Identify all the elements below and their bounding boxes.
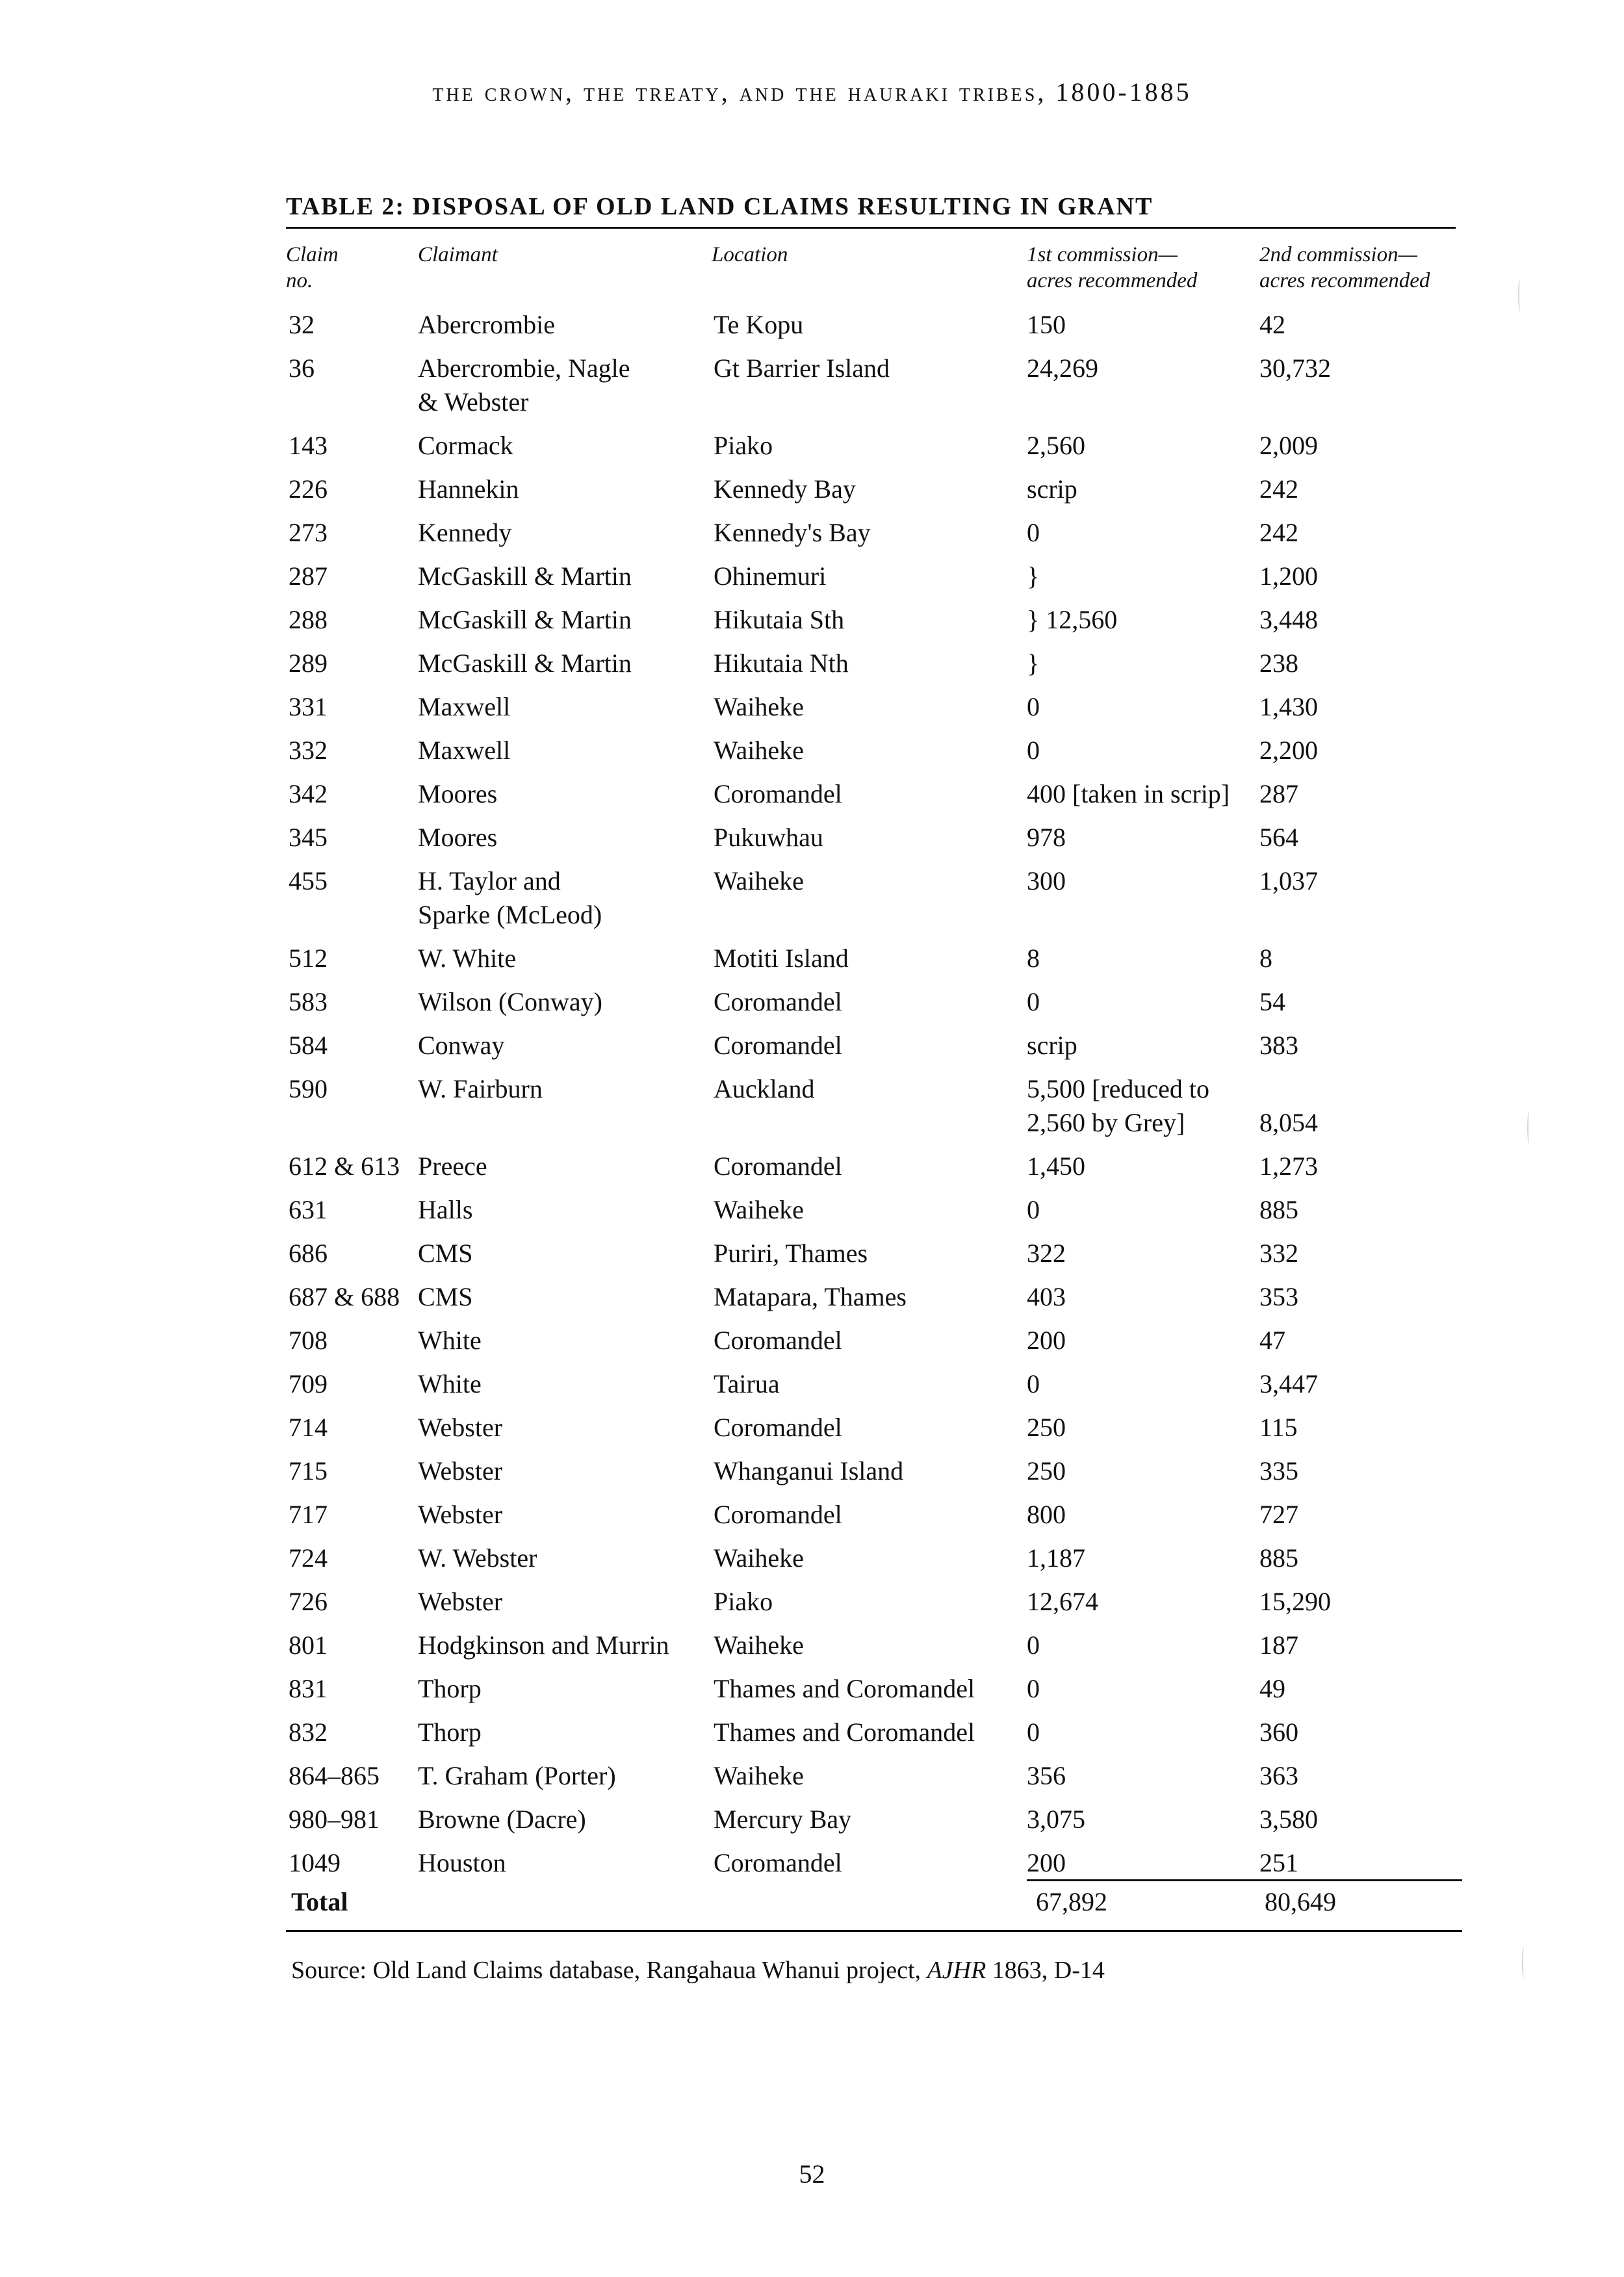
cell-second-commission: 115 [1259, 1413, 1298, 1442]
cell-claim-no: 289 [289, 649, 328, 678]
cell-claim-no: 724 [289, 1543, 328, 1573]
cell-location: Waiheke [714, 736, 804, 765]
cell-second-commission: 30,732 [1259, 354, 1331, 383]
cell-first-commission: 300 [1027, 866, 1066, 895]
source-journal: AJHR [927, 1957, 986, 1984]
source-text: Source: Old Land Claims database, Rangahaua Whanui project, [291, 1957, 927, 1984]
cell-second-commission: 54 [1259, 987, 1285, 1016]
cell-claim-no: 980–981 [289, 1805, 380, 1834]
cell-first-commission: 200 [1027, 1326, 1066, 1355]
running-head: the crown, the treaty, and the hauraki tribes, 1800-1885 [432, 77, 1192, 107]
cell-claimant: Webster [418, 1456, 503, 1486]
cell-location: Thames and Coromandel [714, 1717, 975, 1747]
cell-claim-no: 717 [289, 1500, 328, 1529]
cell-claim-no: 36 [289, 354, 315, 383]
cell-second-commission: 242 [1259, 518, 1298, 547]
page-number: 52 [799, 2159, 825, 2189]
cell-claim-no: 273 [289, 518, 328, 547]
cell-second-commission: 3,580 [1259, 1805, 1318, 1834]
cell-location: Coromandel [714, 1500, 842, 1529]
cell-second-commission: 8 [1259, 944, 1272, 973]
cell-first-commission: 3,075 [1027, 1805, 1085, 1834]
cell-claimant: Webster [418, 1413, 503, 1442]
cell-location: Kennedy Bay [714, 474, 856, 504]
cell-claim-no: 631 [289, 1195, 328, 1224]
cell-claim-no: 32 [289, 310, 315, 339]
cell-second-commission: 885 [1259, 1543, 1298, 1573]
cell-second-commission: 1,037 [1259, 866, 1318, 895]
cell-claim-no: 864–865 [289, 1761, 380, 1790]
cell-claimant: W. Fairburn [418, 1074, 543, 1103]
cell-claim-no: 287 [289, 561, 328, 591]
cell-claimant: W. Webster [418, 1543, 537, 1573]
cell-second-commission: 1,273 [1259, 1151, 1318, 1181]
cell-claimant: Hannekin [418, 474, 519, 504]
cell-location: Coromandel [714, 1151, 842, 1181]
cell-first-commission: scrip [1027, 474, 1077, 504]
cell-second-commission: 360 [1259, 1717, 1298, 1747]
header-first-commission-line: acres recommended [1027, 269, 1198, 292]
cell-first-commission: 322 [1027, 1239, 1066, 1268]
cell-first-commission: 0 [1027, 1674, 1040, 1703]
source-note [291, 1956, 1105, 1985]
cell-first-commission: 800 [1027, 1500, 1066, 1529]
total-first-commission: 67,892 [1036, 1887, 1107, 1916]
cell-claim-no: 455 [289, 866, 328, 895]
cell-location: Auckland [714, 1074, 815, 1103]
cell-second-commission: 1,430 [1259, 692, 1318, 721]
cell-location: Coromandel [714, 1326, 842, 1355]
header-first-commission-line: 1st commission— [1027, 243, 1178, 266]
cell-claimant: & Webster [418, 387, 529, 417]
total-rule [1027, 1879, 1462, 1881]
cell-claimant: Thorp [418, 1717, 482, 1747]
cell-first-commission: 403 [1027, 1282, 1066, 1311]
cell-second-commission: 3,447 [1259, 1369, 1318, 1398]
cell-claimant: Moores [418, 779, 498, 808]
cell-location: Motiti Island [714, 944, 849, 973]
cell-claim-no: 714 [289, 1413, 328, 1442]
cell-claimant: Halls [418, 1195, 473, 1224]
cell-location: Waiheke [714, 1761, 804, 1790]
cell-claim-no: 686 [289, 1239, 328, 1268]
cell-second-commission: 2,200 [1259, 736, 1318, 765]
cell-claim-no: 612 & 613 [289, 1151, 400, 1181]
cell-location: Gt Barrier Island [714, 354, 890, 383]
cell-first-commission: 0 [1027, 1195, 1040, 1224]
cell-claim-no: 226 [289, 474, 328, 504]
cell-location: Coromandel [714, 1848, 842, 1877]
cell-location: Mercury Bay [714, 1805, 852, 1834]
cell-claim-no: 583 [289, 987, 328, 1016]
cell-first-commission: 2,560 by Grey] [1027, 1108, 1185, 1137]
cell-claim-no: 590 [289, 1074, 328, 1103]
cell-location: Coromandel [714, 987, 842, 1016]
cell-first-commission: 0 [1027, 518, 1040, 547]
scan-mark [1522, 1946, 1526, 1979]
header-claim-no-line: Claim [286, 243, 339, 266]
cell-claimant: White [418, 1326, 482, 1355]
cell-location: Coromandel [714, 779, 842, 808]
cell-claim-no: 687 & 688 [289, 1282, 400, 1311]
cell-second-commission: 287 [1259, 779, 1298, 808]
cell-claimant: McGaskill & Martin [418, 561, 632, 591]
cell-first-commission: 0 [1027, 736, 1040, 765]
cell-claimant: Houston [418, 1848, 506, 1877]
cell-first-commission: 978 [1027, 823, 1066, 852]
cell-location: Matapara, Thames [714, 1282, 907, 1311]
cell-second-commission: 383 [1259, 1031, 1298, 1060]
cell-claim-no: 801 [289, 1630, 328, 1660]
cell-location: Hikutaia Sth [714, 605, 845, 634]
cell-second-commission: 564 [1259, 823, 1298, 852]
total-label: Total [291, 1887, 348, 1916]
cell-claim-no: 709 [289, 1369, 328, 1398]
cell-first-commission: 24,269 [1027, 354, 1098, 383]
cell-first-commission: scrip [1027, 1031, 1077, 1060]
cell-second-commission: 49 [1259, 1674, 1285, 1703]
cell-claimant: McGaskill & Martin [418, 605, 632, 634]
cell-claimant: CMS [418, 1282, 473, 1311]
cell-claimant: Preece [418, 1151, 487, 1181]
header-location [712, 242, 788, 268]
cell-first-commission: 200 [1027, 1848, 1066, 1877]
scan-mark [1527, 1111, 1531, 1144]
cell-location: Hikutaia Nth [714, 649, 849, 678]
cell-claimant: Wilson (Conway) [418, 987, 602, 1016]
cell-claimant: T. Graham (Porter) [418, 1761, 616, 1790]
cell-claimant: Abercrombie, Nagle [418, 354, 630, 383]
cell-claim-no: 143 [289, 431, 328, 460]
cell-claimant: H. Taylor and [418, 866, 561, 895]
cell-claim-no: 332 [289, 736, 328, 765]
cell-first-commission: 400 [taken in scrip] [1027, 779, 1230, 808]
cell-first-commission: 0 [1027, 1369, 1040, 1398]
cell-location: Ohinemuri [714, 561, 827, 591]
cell-first-commission: 250 [1027, 1413, 1066, 1442]
cell-claimant: Hodgkinson and Murrin [418, 1630, 669, 1660]
cell-claim-no: 584 [289, 1031, 328, 1060]
cell-claimant: Moores [418, 823, 498, 852]
cell-second-commission: 42 [1259, 310, 1285, 339]
cell-first-commission: } [1027, 561, 1040, 591]
cell-claim-no: 831 [289, 1674, 328, 1703]
cell-first-commission: 5,500 [reduced to [1027, 1074, 1210, 1103]
cell-location: Piako [714, 1587, 773, 1616]
cell-claimant: Browne (Dacre) [418, 1805, 586, 1834]
cell-first-commission: 0 [1027, 692, 1040, 721]
header-claim-no-line: no. [286, 269, 313, 292]
total-second-commission: 80,649 [1265, 1887, 1336, 1916]
cell-location: Thames and Coromandel [714, 1674, 975, 1703]
header-second-commission [1259, 242, 1430, 294]
cell-claimant: Abercrombie [418, 310, 556, 339]
cell-location: Kennedy's Bay [714, 518, 871, 547]
header-second-commission-line: acres recommended [1259, 269, 1430, 292]
cell-claim-no: 331 [289, 692, 328, 721]
cell-second-commission: 2,009 [1259, 431, 1318, 460]
cell-location: Waiheke [714, 1543, 804, 1573]
cell-claimant: CMS [418, 1239, 473, 1268]
cell-claim-no: 288 [289, 605, 328, 634]
cell-claimant: Kennedy [418, 518, 512, 547]
cell-claim-no: 832 [289, 1717, 328, 1747]
cell-claimant: Conway [418, 1031, 505, 1060]
cell-claim-no: 1049 [289, 1848, 341, 1877]
cell-second-commission: 885 [1259, 1195, 1298, 1224]
cell-first-commission: } [1027, 649, 1040, 678]
cell-claimant: Maxwell [418, 692, 511, 721]
cell-second-commission: 332 [1259, 1239, 1298, 1268]
cell-claim-no: 726 [289, 1587, 328, 1616]
cell-claim-no: 715 [289, 1456, 328, 1486]
cell-second-commission: 727 [1259, 1500, 1298, 1529]
cell-first-commission: 12,674 [1027, 1587, 1098, 1616]
cell-claimant: McGaskill & Martin [418, 649, 632, 678]
cell-claim-no: 345 [289, 823, 328, 852]
table-caption: TABLE 2: DISPOSAL OF OLD LAND CLAIMS RESULTING IN GRANT [286, 193, 1154, 220]
cell-claimant: Sparke (McLeod) [418, 900, 602, 929]
scan-mark [1518, 279, 1522, 312]
cell-first-commission: 0 [1027, 1630, 1040, 1660]
cell-first-commission: 0 [1027, 987, 1040, 1016]
cell-claimant: Cormack [418, 431, 513, 460]
cell-second-commission: 353 [1259, 1282, 1298, 1311]
cell-first-commission: 356 [1027, 1761, 1066, 1790]
cell-location: Coromandel [714, 1031, 842, 1060]
cell-first-commission: 250 [1027, 1456, 1066, 1486]
cell-location: Coromandel [714, 1413, 842, 1442]
cell-claimant: Webster [418, 1587, 503, 1616]
cell-first-commission: 1,450 [1027, 1151, 1085, 1181]
cell-claim-no: 512 [289, 944, 328, 973]
cell-second-commission: 242 [1259, 474, 1298, 504]
header-location-line: Location [712, 243, 788, 266]
cell-second-commission: 238 [1259, 649, 1298, 678]
cell-second-commission: 8,054 [1259, 1108, 1318, 1137]
cell-second-commission: 47 [1259, 1326, 1285, 1355]
cell-location: Pukuwhau [714, 823, 823, 852]
cell-location: Waiheke [714, 1630, 804, 1660]
cell-location: Te Kopu [714, 310, 804, 339]
cell-location: Waiheke [714, 1195, 804, 1224]
header-claim-no [286, 242, 339, 294]
cell-first-commission: 2,560 [1027, 431, 1085, 460]
header-first-commission [1027, 242, 1197, 294]
caption-rule [286, 227, 1456, 229]
header-claimant-line: Claimant [418, 243, 498, 266]
cell-location: Puriri, Thames [714, 1239, 868, 1268]
cell-location: Piako [714, 431, 773, 460]
header-second-commission-line: 2nd commission— [1259, 243, 1417, 266]
header-claimant [418, 242, 498, 268]
cell-second-commission: 1,200 [1259, 561, 1318, 591]
cell-first-commission: } 12,560 [1027, 605, 1118, 634]
cell-claim-no: 708 [289, 1326, 328, 1355]
cell-first-commission: 1,187 [1027, 1543, 1085, 1573]
cell-claim-no: 342 [289, 779, 328, 808]
cell-location: Tairua [714, 1369, 780, 1398]
cell-second-commission: 187 [1259, 1630, 1298, 1660]
cell-second-commission: 3,448 [1259, 605, 1318, 634]
cell-second-commission: 335 [1259, 1456, 1298, 1486]
cell-second-commission: 251 [1259, 1848, 1298, 1877]
cell-claimant: Webster [418, 1500, 503, 1529]
cell-claimant: Maxwell [418, 736, 511, 765]
cell-second-commission: 15,290 [1259, 1587, 1331, 1616]
cell-claimant: Thorp [418, 1674, 482, 1703]
bottom-rule [286, 1930, 1462, 1932]
cell-location: Waiheke [714, 866, 804, 895]
cell-claimant: W. White [418, 944, 517, 973]
cell-location: Whanganui Island [714, 1456, 904, 1486]
cell-first-commission: 150 [1027, 310, 1066, 339]
cell-location: Waiheke [714, 692, 804, 721]
cell-second-commission: 363 [1259, 1761, 1298, 1790]
cell-first-commission: 0 [1027, 1717, 1040, 1747]
source-ref: 1863, D-14 [986, 1957, 1105, 1984]
cell-first-commission: 8 [1027, 944, 1040, 973]
cell-claimant: White [418, 1369, 482, 1398]
